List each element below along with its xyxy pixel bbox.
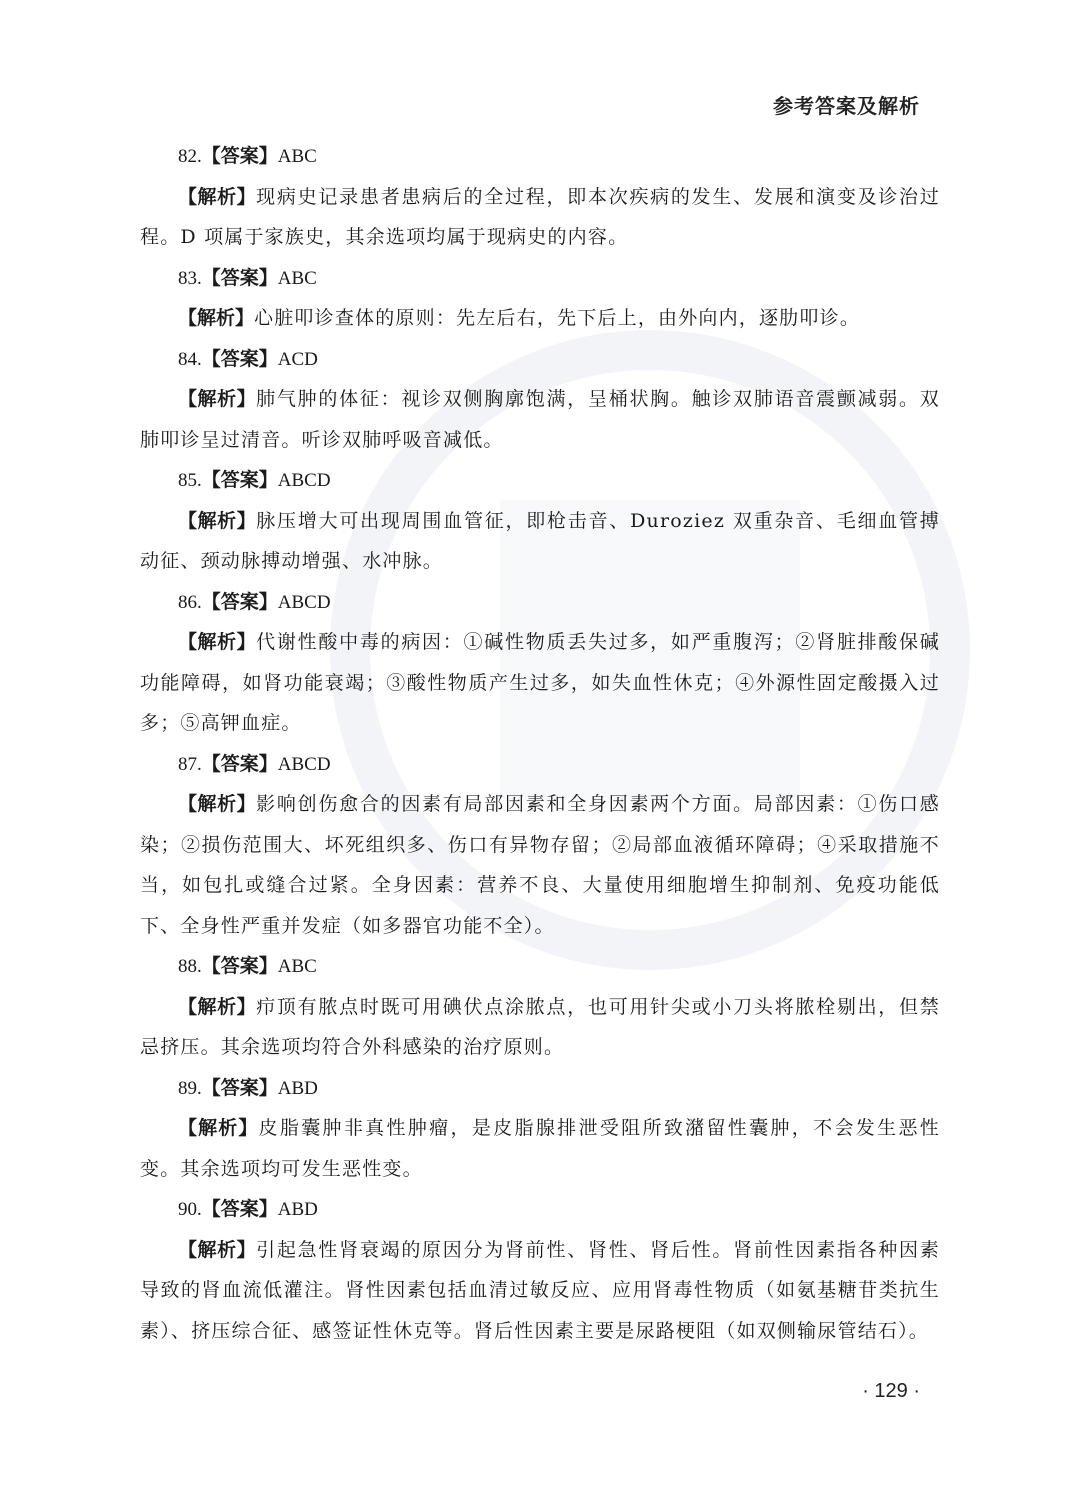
entry-83 — [140, 258, 940, 339]
answer-list — [140, 136, 940, 1351]
answer-line: 84.【答案】ACD — [178, 347, 318, 370]
entry-86 — [140, 582, 940, 744]
entry-85 — [140, 460, 940, 582]
answer-line: 88.【答案】ABC — [178, 955, 317, 977]
answer-line: 90.【答案】ABD — [178, 1198, 318, 1220]
analysis-paragraph: 【解析】代谢性酸中毒的病因：①碱性物质丢失过多，如严重腹泻；②肾脏排酸保碱功能障碍，如肾功能衰竭；③酸性物质产生过多，如失血性休克；④外源性固定酸摄入过多；⑤高钾血症。 — [140, 631, 940, 734]
analysis-paragraph: 【解析】心脏叩诊查体的原则：先左后右，先下后上，由外向内，逐肋叩诊。 — [178, 307, 861, 329]
answer-line: 89.【答案】ABD — [178, 1076, 318, 1099]
answer-line: 85.【答案】ABCD — [178, 469, 331, 491]
answer-line: 86.【答案】ABCD — [178, 590, 331, 613]
running-header: 参考答案及解析 — [773, 94, 920, 118]
page-number: · 129 · — [862, 1380, 920, 1402]
analysis-paragraph: 【解析】皮脂囊肿非真性肿瘤，是皮脂腺排泄受阻所致潴留性囊肿，不会发生恶性变。其余选项均可发生恶性变。 — [140, 1117, 940, 1180]
answer-line: 83.【答案】ABC — [178, 266, 317, 289]
analysis-paragraph: 【解析】现病史记录患者患病后的全过程，即本次疾病的发生、发展和演变及诊治过程。D 项属于家族史，其余选项均属于现病史的内容。 — [140, 185, 940, 248]
entry-90 — [140, 1189, 940, 1351]
analysis-paragraph: 【解析】引起急性肾衰竭的原因分为肾前性、肾性、肾后性。肾前性因素指各种因素导致的肾血流低灌注。肾性因素包括血清过敏反应、应用肾毒性物质（如氨基糖苷类抗生素）、挤压综合征、感签证性休克等。肾后性因素主要是尿路梗阻（如双侧输尿管结石）。 — [140, 1238, 940, 1342]
answer-line: 87.【答案】ABCD — [178, 752, 331, 775]
analysis-paragraph: 【解析】脉压增大可出现周围血管征，即枪击音、Duroziez 双重杂音、毛细血管搏动征、颈动脉搏动增强、水冲脉。 — [140, 509, 940, 572]
entry-84 — [140, 339, 940, 461]
entry-88 — [140, 946, 940, 1068]
analysis-paragraph: 【解析】肺气肿的体征：视诊双侧胸廓饱满，呈桶状胸。触诊双肺语音震颤减弱。双肺叩诊呈过清音。听诊双肺呼吸音减低。 — [140, 388, 940, 451]
analysis-paragraph: 【解析】影响创伤愈合的因素有局部因素和全身因素两个方面。局部因素：①伤口感染；②损伤范围大、坏死组织多、伤口有异物存留；②局部血液循环障碍；④采取措施不当，如包扎或缝合过紧。全身因素：营养不良、大量使用细胞增生抑制剂、免疫功能低下、全身性严重并发症（如多器官功能不全）。 — [140, 793, 940, 937]
entry-87 — [140, 744, 940, 947]
entry-89 — [140, 1068, 940, 1190]
answer-line: 82.【答案】ABC — [178, 145, 317, 167]
analysis-paragraph: 【解析】疖顶有脓点时既可用碘伏点涂脓点，也可用针尖或小刀头将脓栓剔出，但禁忌挤压。其余选项均符合外科感染的治疗原则。 — [140, 995, 940, 1058]
entry-82 — [140, 136, 940, 258]
